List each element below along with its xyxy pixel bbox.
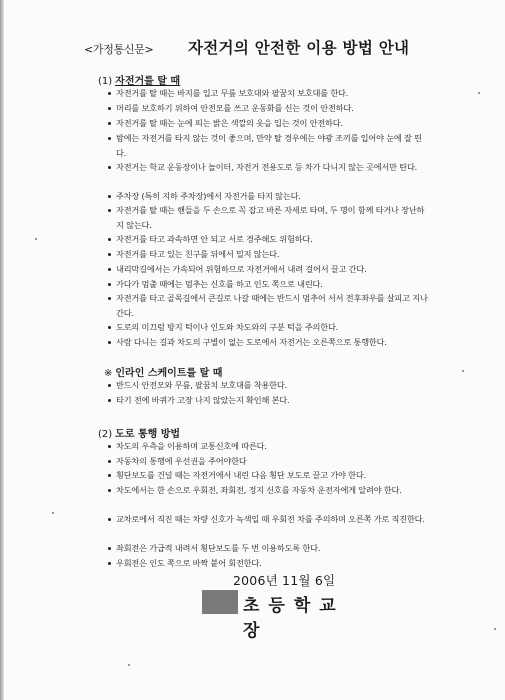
section-heading-inline-skate [104,364,222,379]
list-item: 자전거는 학교 운동장이나 놀이터, 자전거 전용도로 등 차가 다니지 않는 곳에서만 탄다. [116,160,428,175]
scan-speck [462,370,464,372]
list-item: 가다가 멈출 때에는 멈추는 신호를 하고 인도 쪽으로 내린다. [116,277,428,292]
scan-edge [0,0,4,700]
list-item: 반드시 안전모와 무릎, 팔꿈치 보호대를 착용한다. [116,378,428,393]
document-header [84,34,444,56]
list-item: 사람 다니는 길과 차도의 구별이 없는 도로에서 자전거는 오른쪽으로 통행한다. [116,335,428,350]
scan-speck [478,92,480,94]
list-item: 차도에서는 한 손으로 우회전, 좌회전, 정지 신호를 자동차 운전자에게 알려야 한다. [116,483,428,498]
list-item: 자동차의 통행에 우선권을 주어야한다 [116,454,428,469]
list-item: 좌회전은 가급적 내려서 횡단보도를 두 번 이용하도록 한다. [116,541,428,556]
note-marker: ※ [104,368,113,379]
list-item: 도로의 미끄럼 방지 턱이나 인도와 차도와의 구분 턱을 주의한다. [116,320,428,335]
list-item: 머리를 보호하기 위하여 안전모를 쓰고 운동화를 신는 것이 안전하다. [116,101,428,116]
list-item: 밤에는 자전거를 타지 않는 것이 좋으며, 만약 탈 경우에는 야광 조끼를 입어야 눈에 잘 띈다. [116,131,428,161]
list-item: 자전거를 탈 때는 바지를 입고 무릎 보호대와 팔꿈치 보호대를 한다. [116,86,428,101]
scan-speck [494,628,496,630]
document-title: 자전거의 안전한 이용 방법 안내 [188,39,410,57]
section-number: (2) [98,429,113,440]
list-item: 타기 전에 바퀴가 고장 나지 않았는지 확인해 본다. [116,393,428,408]
scan-speck [128,664,130,666]
list-item: 차도의 우측을 이용하며 교통신호에 따른다. [116,439,428,454]
section-title: 도로 통행 방법 [115,429,181,440]
section-number: (1) [98,76,113,87]
list-item: 자전거를 타고 골목길에서 큰길로 나갈 때에는 반드시 멈추어 서서 전후좌우를 살피고 지나간다. [116,291,428,321]
scan-speck [52,512,54,514]
section-heading-road [98,425,180,440]
issue-date: 2006년 11월 6일 [233,573,336,588]
list-item: 내리막길에서는 가속되어 위험하므로 자전거에서 내려 걸어서 끌고 간다. [116,262,428,277]
scan-speck [35,238,37,240]
section-title: 자전거를 탈 때 [115,76,181,87]
list-item: 주차장 (특히 지하 주차장)에서 자전거를 타지 않는다. [116,189,428,204]
list-item: 자전거를 타고 과속하면 안 되고 서로 경주해도 위험하다. [116,232,428,247]
list-item: 자전거를 타고 있는 친구를 뒤에서 밀지 않는다. [116,247,428,262]
list-item: 우회전은 인도 쪽으로 바짝 붙어 회전한다. [116,556,428,571]
section-title: 인라인 스케이트를 탈 때 [115,368,223,379]
list-item: 자전거를 탈 때는 눈에 띄는 밝은 색깔의 옷을 입는 것이 안전하다. [116,116,428,131]
section-heading-riding [98,72,180,87]
notice-type-tag: <가정통신문> [84,43,154,56]
list-item: 자전거를 탈 때는 핸들을 두 손으로 꼭 잡고 바른 자세로 타며, 두 명이 함께 타거나 장난하지 않는다. [116,203,428,233]
signature-block [202,590,362,641]
list-item: 횡단보도를 건널 때는 자전거에서 내린 다음 횡단 보도로 끌고 가야 한다. [116,468,428,483]
school-principal-title: 초등학교장 [243,596,345,641]
redacted-school-name [202,590,238,614]
list-item: 교차로에서 직진 때는 차량 신호가 녹색일 때 우회전 차를 주의하며 오른쪽 가로 직진한다. [116,512,428,527]
